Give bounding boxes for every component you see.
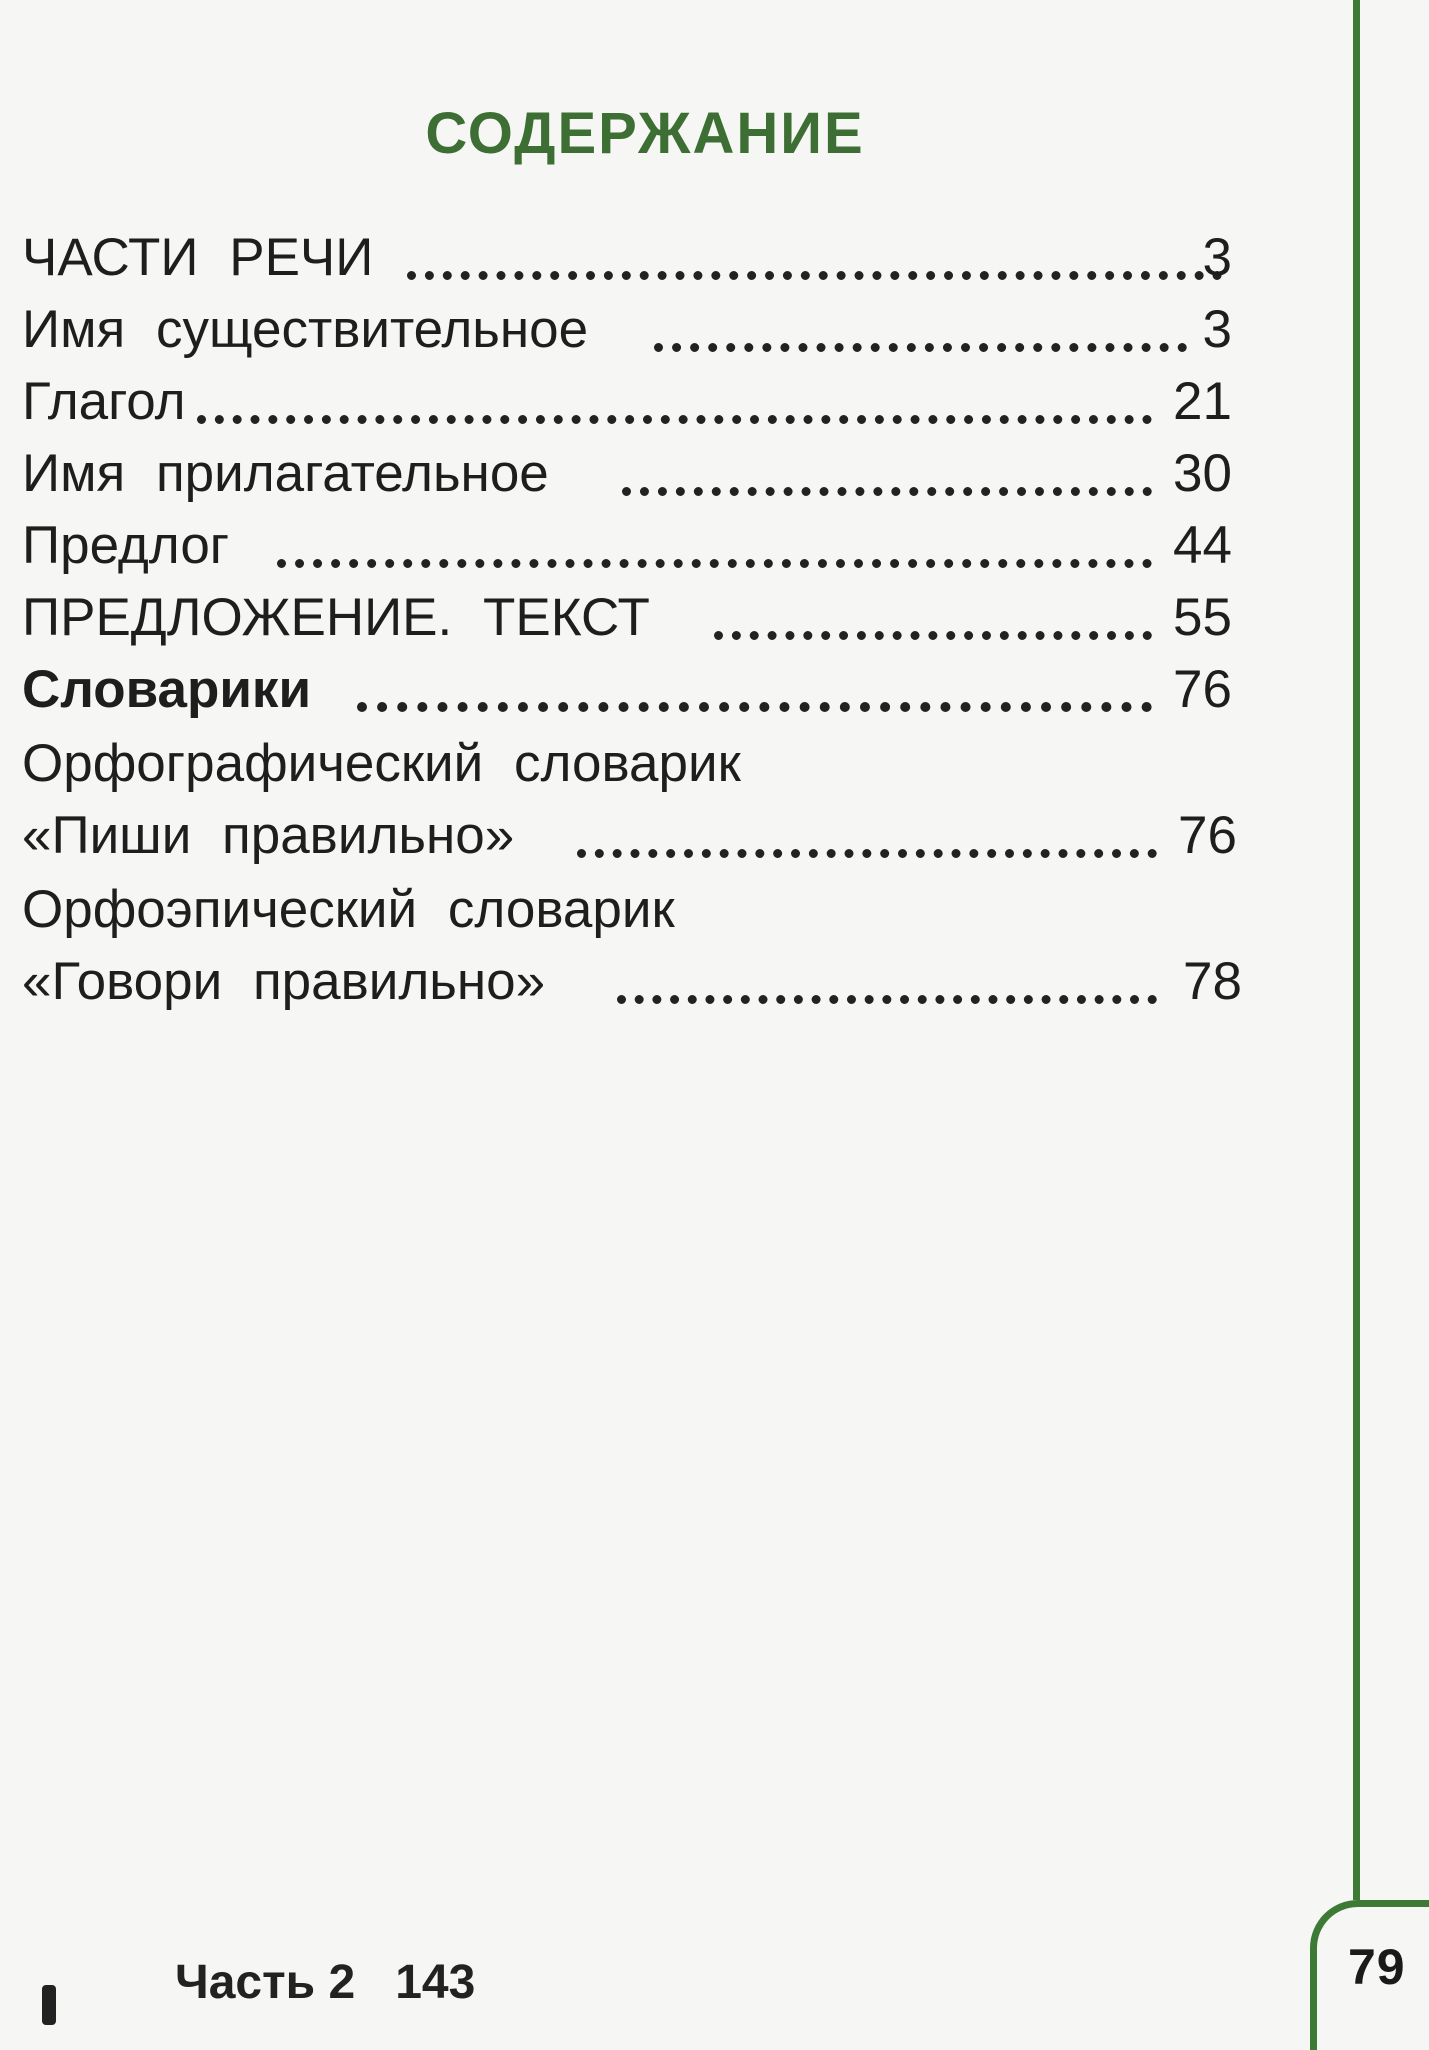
toc-entry-page: 3 [1202, 300, 1232, 359]
toc-entry-spelling-dictionary [22, 726, 1262, 872]
dot-leader [577, 839, 1157, 858]
footer-part: Часть 2 [175, 1956, 356, 2009]
toc-entry-dictionaries [22, 654, 1262, 726]
toc-entry-label-continued: «Говори правильно» [22, 952, 546, 1011]
toc-entry-label: Орфографический словарик [22, 734, 741, 793]
page-title: СОДЕРЖАНИЕ [425, 101, 865, 166]
table-of-contents [22, 222, 1262, 1018]
dot-leader [277, 549, 1152, 568]
dot-leader [654, 333, 1187, 352]
toc-entry-page: 78 [1183, 952, 1242, 1011]
footer-mark [42, 1985, 56, 2025]
page-border-rule [1353, 0, 1360, 1900]
toc-entry-preposition [22, 510, 1262, 582]
toc-entry-label: Имя существительное [22, 300, 589, 359]
toc-entry-page: 55 [1173, 588, 1232, 647]
toc-entry-sentence-text [22, 582, 1262, 654]
toc-entry-adjective [22, 438, 1262, 510]
footer-number: 143 [395, 1956, 476, 2009]
toc-entry-label: Орфоэпический словарик [22, 880, 675, 939]
page-number: 79 [1348, 1939, 1406, 1995]
dot-leader [197, 405, 1152, 424]
toc-entry-page: 44 [1173, 516, 1232, 575]
dot-leader [617, 985, 1157, 1004]
toc-entry-label: Имя прилагательное [22, 444, 549, 503]
toc-entry-label: Предлог [22, 516, 230, 575]
toc-entry-label: Глагол [22, 372, 186, 431]
toc-entry-parts-of-speech [22, 222, 1262, 294]
dot-leader [357, 692, 1152, 712]
toc-entry-page: 30 [1173, 444, 1232, 503]
toc-entry-verb [22, 366, 1262, 438]
toc-entry-label: Словарики [22, 660, 312, 719]
dot-leader [622, 477, 1152, 496]
dot-leader [714, 621, 1152, 640]
toc-entry-page: 76 [1178, 806, 1237, 865]
toc-entry-label: ЧАСТИ РЕЧИ [22, 228, 374, 287]
toc-entry-page: 3 [1202, 228, 1232, 287]
toc-entry-label-continued: «Пиши правильно» [22, 806, 515, 865]
dot-leader [407, 261, 1222, 280]
toc-entry-noun [22, 294, 1262, 366]
toc-entry-label: ПРЕДЛОЖЕНИЕ. ТЕКСТ [22, 588, 650, 647]
toc-entry-orthoepic-dictionary [22, 872, 1262, 1018]
footer-part-info [175, 1955, 475, 2010]
toc-entry-page: 21 [1173, 372, 1232, 431]
toc-entry-page: 76 [1173, 660, 1232, 719]
